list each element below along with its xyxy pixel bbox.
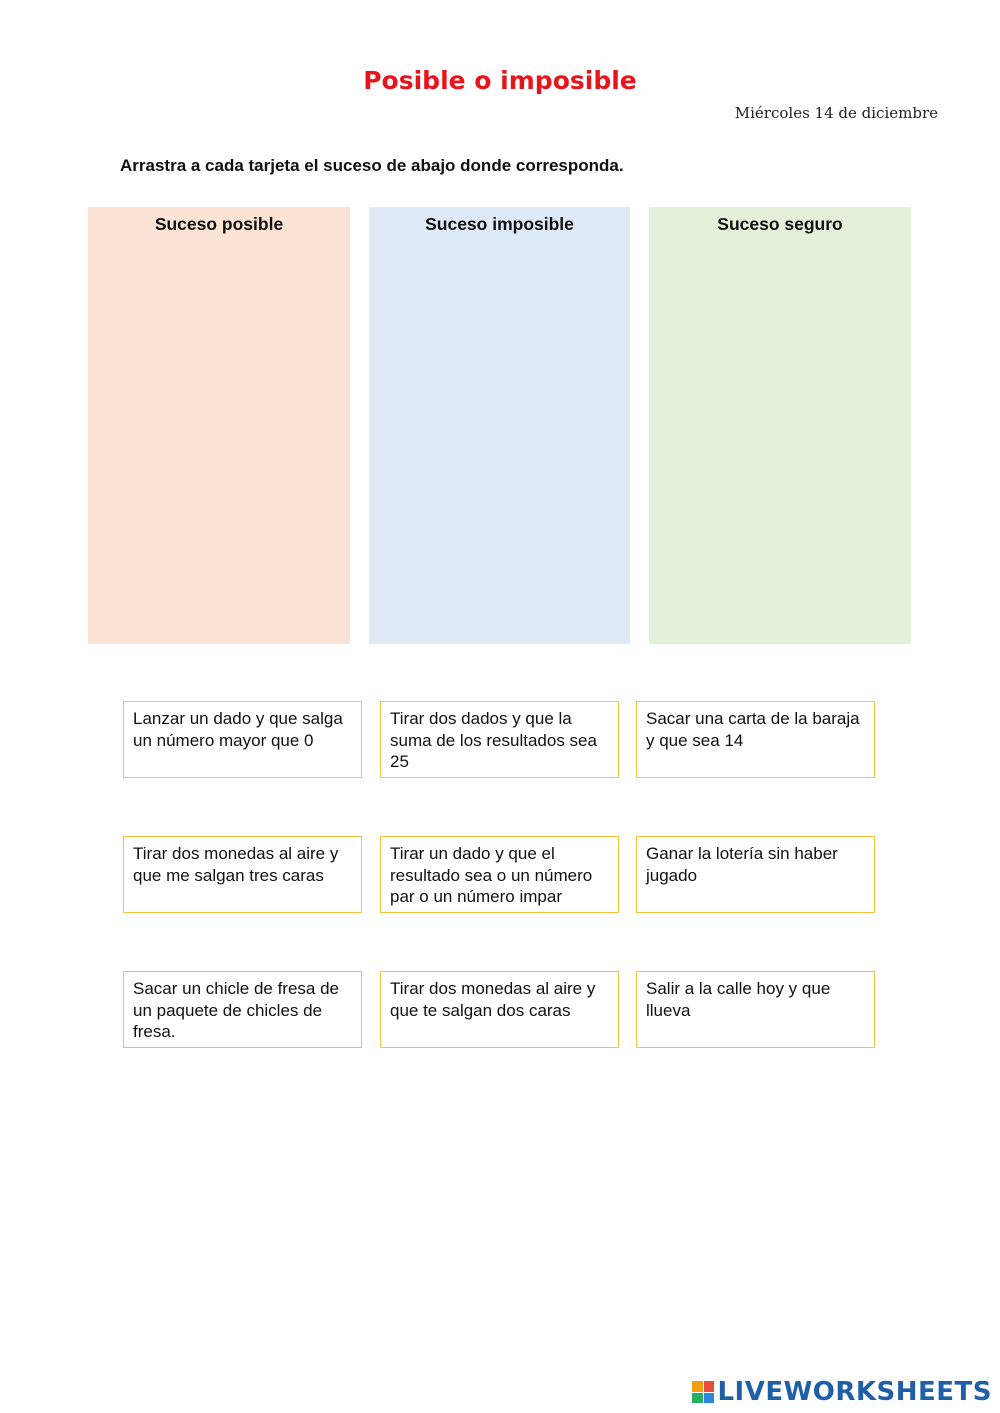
draggable-card[interactable]: Ganar la lotería sin haber jugado (636, 836, 875, 913)
draggable-card[interactable]: Sacar una carta de la baraja y que sea 14 (636, 701, 875, 778)
draggable-card[interactable]: Tirar un dado y que el resultado sea o un número par o un número impar (380, 836, 619, 913)
drop-zone-posible[interactable] (88, 207, 350, 644)
draggable-card[interactable]: Sacar un chicle de fresa de un paquete de chicles de fresa. (123, 971, 362, 1048)
instruction-text: Arrastra a cada tarjeta el suceso de abajo donde corresponda. (120, 156, 624, 175)
liveworksheets-logo (692, 1375, 992, 1409)
drop-zone-imposible[interactable] (369, 207, 630, 644)
date-label: Miércoles 14 de diciembre (734, 104, 938, 122)
draggable-card[interactable]: Tirar dos monedas al aire y que me salgan tres caras (123, 836, 362, 913)
column-title: Suceso posible (154, 214, 284, 234)
draggable-card[interactable]: Salir a la calle hoy y que llueva (636, 971, 875, 1048)
column-title: Suceso imposible (425, 214, 574, 234)
logo-text: LIVEWORKSHEETS (717, 1377, 992, 1407)
drop-zone-seguro[interactable] (649, 207, 911, 644)
column-title: Suceso seguro (717, 214, 843, 234)
draggable-card[interactable]: Lanzar un dado y que salga un número mayor que 0 (123, 701, 362, 778)
page-title: Posible o imposible (363, 66, 637, 95)
liveworksheets-logo-icon (692, 1381, 714, 1403)
draggable-card[interactable]: Tirar dos monedas al aire y que te salgan dos caras (380, 971, 619, 1048)
draggable-card[interactable]: Tirar dos dados y que la suma de los resultados sea 25 (380, 701, 619, 778)
